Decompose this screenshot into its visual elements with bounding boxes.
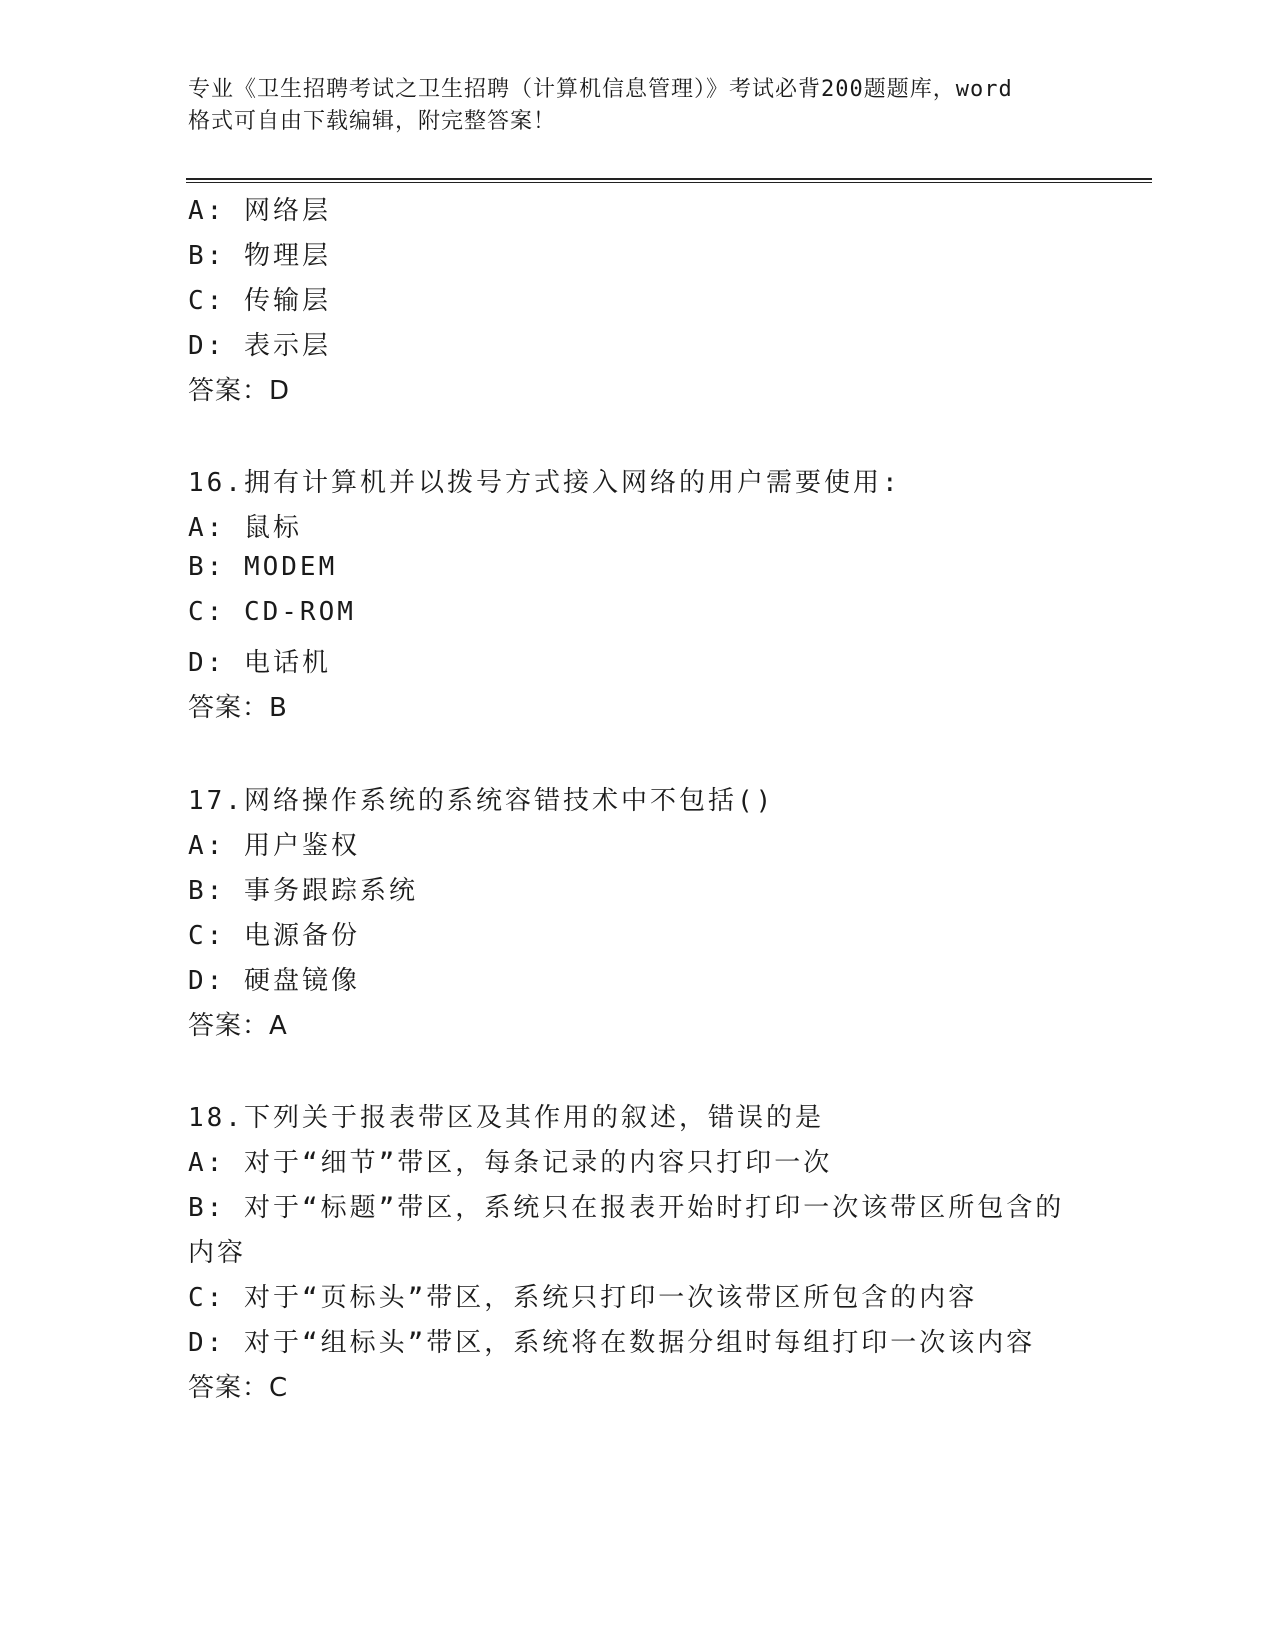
document-header — [188, 74, 1088, 138]
q18-answer: 答案：C — [188, 1373, 289, 1403]
q15-option-c: C: 传输层 — [188, 286, 331, 316]
q18-option-b-line1: B: 对于“标题”带区，系统只在报表开始时打印一次该带区所包含的 — [188, 1193, 1065, 1223]
header-rule-top — [186, 178, 1152, 180]
q18-question: 18.下列关于报表带区及其作用的叙述，错误的是 — [188, 1103, 824, 1133]
q15-answer: 答案：D — [188, 376, 291, 406]
q18-option-a: A: 对于“细节”带区，每条记录的内容只打印一次 — [188, 1148, 833, 1178]
q16-answer: 答案：B — [188, 693, 288, 723]
q18-option-c: C: 对于“页标头”带区，系统只打印一次该带区所包含的内容 — [188, 1283, 978, 1313]
q17-question: 17.网络操作系统的系统容错技术中不包括() — [188, 786, 775, 816]
q15-option-d: D: 表示层 — [188, 331, 331, 361]
q15-option-b: B: 物理层 — [188, 241, 331, 271]
q18-option-b-line2: 内容 — [188, 1238, 247, 1268]
q15-option-a: A: 网络层 — [188, 196, 331, 226]
header-line-1: 专业《卫生招聘考试之卫生招聘（计算机信息管理）》考试必背200题题库，word — [188, 77, 1013, 102]
q16-option-d: D: 电话机 — [188, 648, 331, 678]
q16-option-b: B: MODEM — [188, 552, 338, 582]
q17-answer: 答案：A — [188, 1011, 288, 1041]
header-rule-bottom — [186, 182, 1152, 183]
q17-option-c: C: 电源备份 — [188, 921, 360, 951]
q16-question: 16.拥有计算机并以拨号方式接入网络的用户需要使用: — [188, 468, 901, 498]
q17-option-a: A: 用户鉴权 — [188, 831, 360, 861]
q17-option-b: B: 事务跟踪系统 — [188, 876, 418, 906]
q17-option-d: D: 硬盘镜像 — [188, 966, 360, 996]
q16-option-c: C: CD-ROM — [188, 597, 356, 627]
q16-option-a: A: 鼠标 — [188, 513, 302, 543]
q18-option-d: D: 对于“组标头”带区，系统将在数据分组时每组打印一次该内容 — [188, 1328, 1036, 1358]
header-line-2: 格式可自由下载编辑，附完整答案！ — [188, 109, 557, 134]
